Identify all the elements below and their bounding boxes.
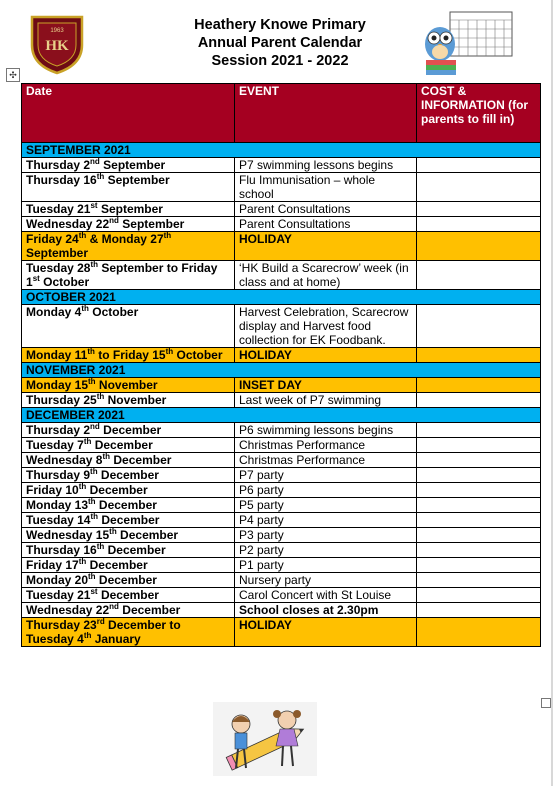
event-cell: Christmas Performance [235,453,417,468]
cost-cell[interactable] [417,158,541,173]
date-cell: Wednesday 8th December [22,453,235,468]
event-cell: P1 party [235,558,417,573]
holiday-row [22,232,541,261]
event-row [22,603,541,618]
event-cell: Parent Consultations [235,202,417,217]
cost-cell[interactable] [417,558,541,573]
date-cell: Thursday 16th September [22,173,235,202]
event-cell: HOLIDAY [235,348,417,363]
logo-year: 1963 [50,28,64,34]
event-cell: P6 swimming lessons begins [235,423,417,438]
event-cell: INSET DAY [235,378,417,393]
event-row [22,588,541,603]
date-cell: Tuesday 21st September [22,202,235,217]
cost-cell[interactable] [417,588,541,603]
event-cell: HOLIDAY [235,232,417,261]
cost-cell[interactable] [417,393,541,408]
school-crest-icon [30,15,84,75]
event-cell: ‘HK Build a Scarecrow’ week (in class and at home) [235,261,417,290]
date-cell: Friday 10th December [22,483,235,498]
cost-cell[interactable] [417,513,541,528]
date-cell: Tuesday 7th December [22,438,235,453]
event-row [22,543,541,558]
date-cell: Monday 20th December [22,573,235,588]
holiday-row [22,378,541,393]
table-header-row [22,84,541,143]
event-row [22,173,541,202]
event-cell: P7 swimming lessons begins [235,158,417,173]
date-cell: Wednesday 22nd December [22,603,235,618]
cost-cell[interactable] [417,378,541,393]
month-label: NOVEMBER 2021 [22,363,541,378]
date-cell: Thursday 2nd September [22,158,235,173]
event-row [22,423,541,438]
header-event: EVENT [235,84,417,143]
event-row [22,261,541,290]
event-cell: Nursery party [235,573,417,588]
month-label: SEPTEMBER 2021 [22,143,541,158]
event-cell: P6 party [235,483,417,498]
date-cell: Tuesday 21st December [22,588,235,603]
event-cell: HOLIDAY [235,618,417,647]
cost-cell[interactable] [417,438,541,453]
event-row [22,528,541,543]
event-row [22,513,541,528]
event-cell: P7 party [235,468,417,483]
date-cell: Monday 11th to Friday 15th October [22,348,235,363]
cost-cell[interactable] [417,453,541,468]
event-cell: P2 party [235,543,417,558]
calendar-table [21,83,541,647]
month-row [22,408,541,423]
event-row [22,305,541,348]
date-cell: Thursday 23rd December to Tuesday 4th January [22,618,235,647]
date-cell: Thursday 2nd December [22,423,235,438]
date-cell: Friday 17th December [22,558,235,573]
cost-cell[interactable] [417,543,541,558]
event-row [22,217,541,232]
children-with-pencil-icon [213,702,317,776]
event-cell: Carol Concert with St Louise [235,588,417,603]
table-move-handle[interactable]: ✣ [6,68,20,82]
holiday-row [22,348,541,363]
owl-calendar-icon [420,8,516,76]
title-line-1: Heathery Knowe Primary [194,17,366,33]
logo-text: HK [45,38,69,54]
cost-cell[interactable] [417,498,541,513]
event-row [22,453,541,468]
page-title [170,16,390,70]
date-cell: Wednesday 15th December [22,528,235,543]
date-cell: Friday 24th & Monday 27th September [22,232,235,261]
event-row [22,498,541,513]
header-date: Date [22,84,235,143]
header-cost: COST & INFORMATION (for parents to fill in) [417,84,541,143]
cost-cell[interactable] [417,483,541,498]
event-cell: P4 party [235,513,417,528]
event-row [22,573,541,588]
date-cell: Monday 15th November [22,378,235,393]
event-row [22,468,541,483]
event-row [22,438,541,453]
cost-cell[interactable] [417,173,541,202]
date-cell: Tuesday 28th September to Friday 1st October [22,261,235,290]
title-line-2: Annual Parent Calendar [197,35,363,51]
event-row [22,393,541,408]
date-cell: Thursday 16th December [22,543,235,558]
date-cell: Monday 4th October [22,305,235,348]
cost-cell[interactable] [417,528,541,543]
event-cell: School closes at 2.30pm [235,603,417,618]
month-label: OCTOBER 2021 [22,290,541,305]
cost-cell[interactable] [417,423,541,438]
title-line-3: Session 2021 - 2022 [211,53,349,69]
event-cell: Christmas Performance [235,438,417,453]
event-cell: Parent Consultations [235,217,417,232]
table-resize-handle[interactable] [541,698,551,708]
month-row [22,143,541,158]
cost-cell[interactable] [417,232,541,261]
cost-cell[interactable] [417,202,541,217]
event-row [22,202,541,217]
cost-cell[interactable] [417,217,541,232]
event-cell: Flu Immunisation – whole school [235,173,417,202]
cost-cell[interactable] [417,618,541,647]
date-cell: Wednesday 22nd September [22,217,235,232]
event-row [22,158,541,173]
event-row [22,558,541,573]
month-label: DECEMBER 2021 [22,408,541,423]
cost-cell[interactable] [417,305,541,348]
cost-cell[interactable] [417,603,541,618]
holiday-row [22,618,541,647]
date-cell: Thursday 25th November [22,393,235,408]
cost-cell[interactable] [417,348,541,363]
event-cell: P5 party [235,498,417,513]
month-row [22,363,541,378]
event-row [22,483,541,498]
cost-cell[interactable] [417,261,541,290]
date-cell: Thursday 9th December [22,468,235,483]
event-cell: Last week of P7 swimming [235,393,417,408]
date-cell: Monday 13th December [22,498,235,513]
event-cell: P3 party [235,528,417,543]
cost-cell[interactable] [417,468,541,483]
cost-cell[interactable] [417,573,541,588]
month-row [22,290,541,305]
event-cell: Harvest Celebration, Scarecrow display and Harvest food collection for EK Foodbank. [235,305,417,348]
date-cell: Tuesday 14th December [22,513,235,528]
